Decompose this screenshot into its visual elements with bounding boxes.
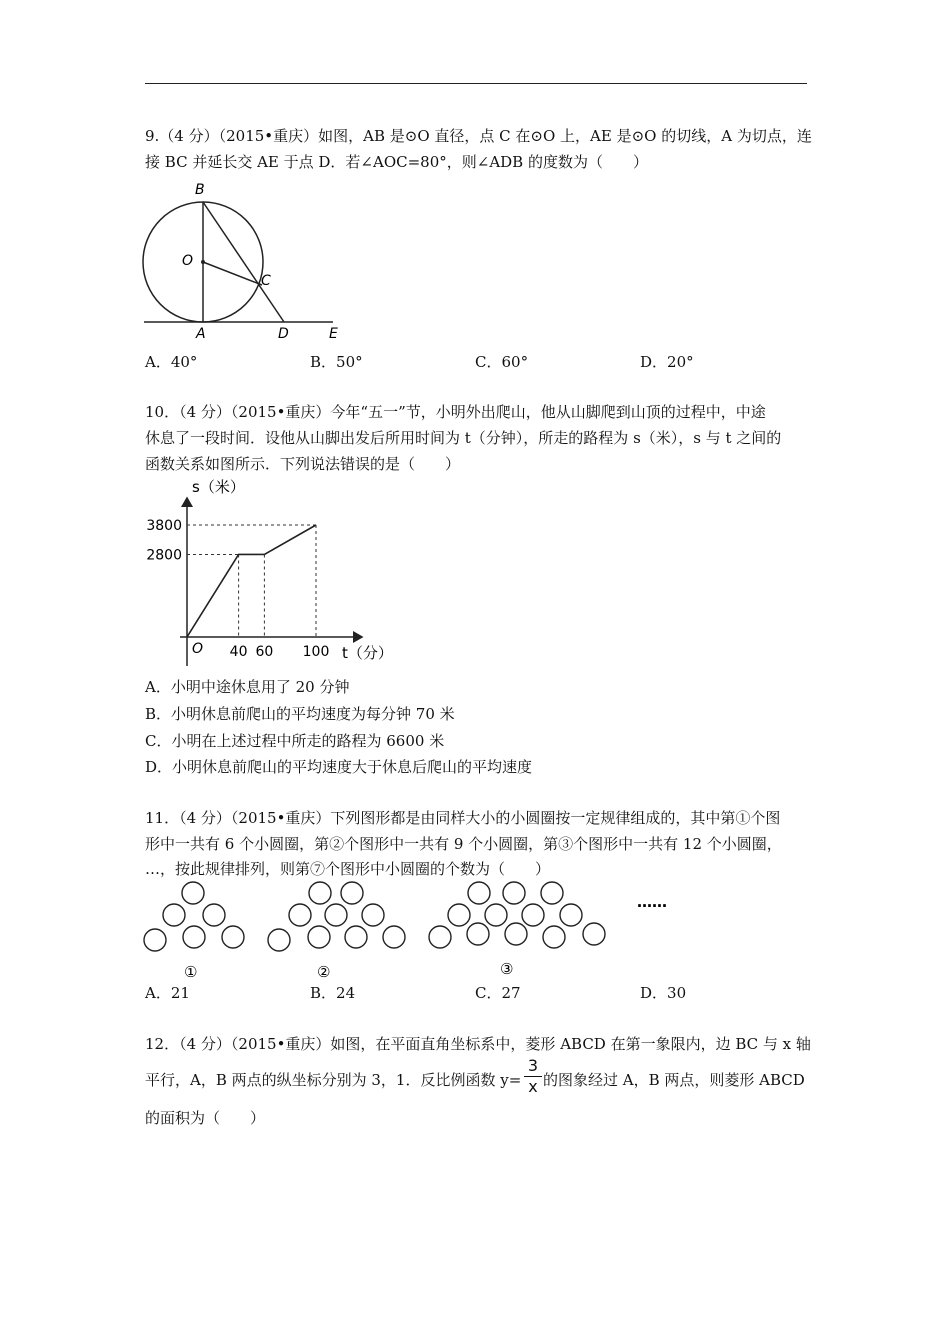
q9-option-a[interactable]: A．40° <box>145 353 198 371</box>
y-axis-label: s（米） <box>192 478 245 496</box>
q11-option-c[interactable]: C．27 <box>475 984 521 1002</box>
q12-stem-line1: 12．（4 分）（2015•重庆）如图，在平面直角坐标系中，菱形 ABCD 在第一象限内，边 BC 与 x 轴 <box>145 1035 811 1053</box>
q12-stem-line2-after: 的图象经过 A，B 两点，则菱形 ABCD <box>543 1071 805 1089</box>
small-circle <box>268 929 290 951</box>
small-circle <box>583 923 605 945</box>
small-circle <box>429 926 451 948</box>
small-circle <box>325 904 347 926</box>
small-circle <box>468 882 490 904</box>
q12-stem-line2-before: 平行，A，B 两点的纵坐标分别为 3，1．反比例函数 y= <box>145 1071 522 1089</box>
origin-label: O <box>192 641 204 657</box>
q10-stem-line1: 10．（4 分）（2015•重庆）今年“五一”节，小明外出爬山，他从山脚爬到山顶的过程中，中途 <box>145 403 766 421</box>
x-axis-label: t（分） <box>342 644 393 662</box>
q10-option-d[interactable]: D．小明休息前爬山的平均速度大于休息后爬山的平均速度 <box>145 758 533 776</box>
small-circle <box>503 882 525 904</box>
fraction-3-over-x <box>524 1058 542 1095</box>
small-circle <box>467 923 489 945</box>
label-c: C <box>261 273 271 289</box>
small-circle <box>345 926 367 948</box>
q10-option-a[interactable]: A．小明中途休息用了 20 分钟 <box>145 678 350 696</box>
pattern-ellipsis: …… <box>637 893 667 911</box>
q10-option-b[interactable]: B．小明休息前爬山的平均速度为每分钟 70 米 <box>145 705 455 723</box>
center-dot <box>201 260 205 264</box>
q9-circle-figure <box>140 180 360 342</box>
q11-stem-line1: 11．（4 分）（2015•重庆）下列图形都是由同样大小的小圆圈按一定规律组成的，其中第①个图 <box>145 809 781 827</box>
q11-stem-line3: …，按此规律排列，则第⑦个图形中小圆圈的个数为（ ） <box>145 860 551 878</box>
small-circle <box>309 882 331 904</box>
q9-stem-line1: 9.（4 分）（2015•重庆）如图，AB 是⊙O 直径，点 C 在⊙O 上，AE 是⊙O 的切线，A 为切点，连 <box>145 127 812 145</box>
segment-bd <box>203 202 284 322</box>
pattern-figure-2 <box>268 882 405 951</box>
small-circle <box>448 904 470 926</box>
fraction-denominator: x <box>528 1077 538 1096</box>
x-tick-label: 40 <box>229 644 248 660</box>
small-circle <box>203 904 225 926</box>
small-circle <box>183 926 205 948</box>
small-circle <box>541 882 563 904</box>
x-tick-label: 100 <box>302 644 330 660</box>
q11-option-b[interactable]: B．24 <box>310 984 356 1002</box>
label-o: O <box>182 253 194 269</box>
q9-option-b[interactable]: B．50° <box>310 353 363 371</box>
q9-option-d[interactable]: D．20° <box>640 353 694 371</box>
x-tick-label: 60 <box>255 644 274 660</box>
pattern-figure-3 <box>429 882 605 948</box>
small-circle <box>485 904 507 926</box>
q10-stem-line3: 函数关系如图所示．下列说法错误的是（ ） <box>145 455 461 473</box>
small-circle <box>308 926 330 948</box>
y-tick-label: 2800 <box>146 547 182 564</box>
figure-label-3: ③ <box>500 960 514 978</box>
series-line-s-vs-t <box>187 525 316 637</box>
small-circle <box>289 904 311 926</box>
small-circle <box>144 929 166 951</box>
small-circle <box>182 882 204 904</box>
q11-option-a[interactable]: A．21 <box>145 984 190 1002</box>
segment-oc <box>203 262 262 285</box>
pattern-figure-1 <box>144 882 244 951</box>
small-circle <box>543 926 565 948</box>
header-rule <box>145 83 807 84</box>
figure-label-1: ① <box>184 963 198 981</box>
q11-option-d[interactable]: D．30 <box>640 984 687 1002</box>
small-circle <box>163 904 185 926</box>
q10-option-c[interactable]: C．小明在上述过程中所走的路程为 6600 米 <box>145 732 445 750</box>
q10-stem-line2: 休息了一段时间．设他从山脚出发后所用时间为 t（分钟），所走的路程为 s（米），s 与 t 之间的 <box>145 429 782 447</box>
small-circle <box>383 926 405 948</box>
small-circle <box>222 926 244 948</box>
q11-stem-line2: 形中一共有 6 个小圆圈，第②个图形中一共有 9 个小圆圈，第③个图形中一共有 12 个小圆圈， <box>145 835 782 853</box>
y-tick-label: 3800 <box>146 518 182 534</box>
q9-option-c[interactable]: C．60° <box>475 353 529 371</box>
fraction-numerator: 3 <box>527 1056 539 1075</box>
label-a: A <box>196 326 206 342</box>
q10-distance-time-chart <box>140 476 410 672</box>
q11-circle-pattern-figure <box>140 876 680 984</box>
label-b: B <box>195 182 205 198</box>
label-e: E <box>329 326 338 342</box>
small-circle <box>505 923 527 945</box>
figure-label-2: ② <box>317 963 331 981</box>
small-circle <box>522 904 544 926</box>
small-circle <box>362 904 384 926</box>
small-circle <box>341 882 363 904</box>
label-d: D <box>278 326 289 342</box>
q12-stem-line3: 的面积为（ ） <box>145 1109 266 1127</box>
q9-stem-line2: 接 BC 并延长交 AE 于点 D．若∠AOC=80°，则∠ADB 的度数为（ ） <box>145 153 648 171</box>
small-circle <box>560 904 582 926</box>
